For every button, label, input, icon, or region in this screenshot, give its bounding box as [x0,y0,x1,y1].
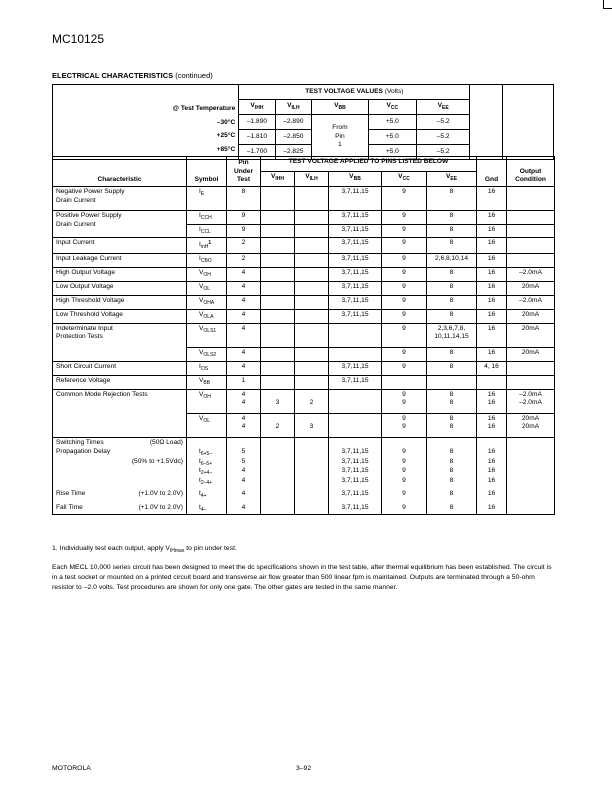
vcc-pins: 9 [382,281,427,295]
vee-pins: 8 [427,187,477,211]
output-condition: –2.0mA [507,295,555,309]
vihh-pins [261,309,295,323]
vbb-pins: 3,7,11,15 [329,267,382,281]
output-condition [507,211,555,225]
characteristic: Input Leakage Current [53,253,187,267]
characteristic: Low Output Voltage [53,281,187,295]
vcc-pins: 9 [382,253,427,267]
test-description-paragraph: Each MECL 10,000 series circuit has been designed to meet the dc specifications shown in the test table, after thermal equilibrium has been established. The circuit is in a test socket or mounted on a printed circuit board and transverse air flow greater than 500 linear fpm is maintained. Outputs are terminated through a 50-ohm resistor to –2.0 volts. Test procedures are shown for only one gate. The other gates are tested in the same manner. [52,564,552,591]
title-note: (Volts) [384,87,404,95]
table-row [53,389,555,413]
symbol: $I_{inH}^1$ [187,238,227,254]
symbol: $V_{OH}$ [187,389,227,413]
output-condition [507,253,555,267]
vee-pins: 8 [427,309,477,323]
pin-under-test: 2 [227,253,261,267]
vee-pins: 8 [427,238,477,254]
table-row [53,281,555,295]
vilh-pins [295,224,329,238]
vilh-pins [295,295,329,309]
vilh-pins: 2 [295,389,329,413]
vcc-pins: 9 [382,323,427,347]
symbol: $V_{BB}$ [187,375,227,389]
switching-times-row [53,437,555,515]
col-gnd: Gnd [477,157,507,187]
output-condition: 20mA 20mA [507,413,555,437]
vihh-value: –1.700 [239,145,275,160]
vee-pins: 8 [427,224,477,238]
pin-under-test: 4 4 [227,389,261,413]
vcc-pins: 9 [382,295,427,309]
footnote-sub: IHmax [169,548,185,554]
output-condition: –2.0mA –2.0mA [507,389,555,413]
table-row [53,238,555,254]
vee-pins: 8 [427,361,477,375]
section-title [52,71,213,80]
vbb-pins: 3,7,11,15 [329,253,382,267]
vee-value: –5.2 [416,115,470,130]
title-text: TEST VOLTAGE VALUES [305,87,383,95]
vee-value: –5.2 [416,145,470,160]
voltage-column-header: $V_{IHH}$ [239,100,275,115]
test-temperature-label: @ Test Temperature [172,105,236,112]
vbb-pins [329,413,382,437]
vbb-pins: 3,7,11,15 [329,224,382,238]
pin-under-test: 4 [227,323,261,347]
voltage-column-header: $V_{EE}$ [416,100,470,115]
gnd-pins: 16 [477,347,507,361]
vee-pins [427,375,477,389]
vbb-pins [329,323,382,347]
section-note: (continued) [175,71,213,80]
test-voltage-values-table [52,84,554,160]
pin-under-test: 4 [227,267,261,281]
vihh-pins [261,224,295,238]
voltage-column-header: $V_{ILH}$ [275,100,311,115]
vihh-pins [261,361,295,375]
vilh-pins [295,281,329,295]
output-condition [507,375,555,389]
vcc-value: +5.0 [368,115,416,130]
symbol: $V_{OH}$ [187,267,227,281]
vilh-value: –2.850 [275,130,311,145]
pin-under-test: 9 [227,224,261,238]
vbb-pins: 3,7,11,15 [329,295,382,309]
vilh-pins [295,267,329,281]
pin-under-test: 5 5 4 4 4 4 [227,437,261,515]
characteristic: Short Circuit Current [53,361,187,375]
col-applied-voltages: TEST VOLTAGE APPLIED TO PINS LISTED BELOW [261,157,477,172]
page-number: 3–92 [296,765,312,772]
vihh-pins [261,187,295,211]
footnote [52,545,237,554]
table-row [53,309,555,323]
symbol: $I_{CBO}$ [187,253,227,267]
characteristic: Low Threshold Voltage [53,309,187,323]
vee-pins: 8 [427,267,477,281]
vcc-pins: 9 [382,211,427,225]
test-conditions-table [52,156,555,515]
vcc-pins: 9 [382,361,427,375]
pin-under-test: 4 [227,281,261,295]
symbol: $I_E$ [187,187,227,211]
vcc-pins [382,375,427,389]
gnd-pins: 16 [477,253,507,267]
symbol: $V_{OL}$ [187,413,227,437]
pin-under-test: 2 [227,238,261,254]
vihh-pins [261,281,295,295]
vilh-pins [295,253,329,267]
footnote-after: to pin under test. [184,545,237,552]
gnd-pins [477,375,507,389]
vee-value: –5.2 [416,130,470,145]
gnd-pins: 16 [477,295,507,309]
vee-pins: 2,6,8,10,14 [427,253,477,267]
table-row [53,323,555,347]
vbb-note: From Pin 1 [312,115,369,160]
pin-under-test: 4 [227,347,261,361]
symbol: $t_{6+5-}$ $t_{6-5+}$ $t_{2+4-}$ $t_{2-4+}$ $t_{4+}$ $t_{4-}$ [187,437,227,515]
characteristic: Indeterminate Input Protection Tests [53,323,187,361]
table-row [53,267,555,281]
symbol: $V_{OLA}$ [187,309,227,323]
vcc-pins: 9 [382,238,427,254]
characteristic: Common Mode Rejection Tests [53,389,187,437]
vihh-pins [261,347,295,361]
vihh-pins [261,238,295,254]
output-condition [507,187,555,211]
voltage-column-header: $V_{ILH}$ [295,172,329,187]
vihh-pins [261,323,295,347]
table-row [53,375,555,389]
vee-pins: 8 [427,211,477,225]
vee-pins: 8 [427,347,477,361]
part-number: MC10125 [52,32,105,46]
vihh-pins [261,267,295,281]
pin-under-test: 9 [227,211,261,225]
table-row [53,295,555,309]
vbb-pins [329,389,382,413]
vbb-pins: 3,7,11,15 [329,238,382,254]
vbb-pins: 3,7,11,15 [329,281,382,295]
vcc-pins: 9 [382,267,427,281]
gnd-pins: 16 [477,238,507,254]
symbol: $I_{CCL}$ [187,224,227,238]
vcc-pins: 9 [382,224,427,238]
vilh-pins: 3 [295,413,329,437]
table-row [53,187,555,211]
voltage-column-header: $V_{IHH}$ [261,172,295,187]
vilh-pins [295,211,329,225]
characteristic: Switching Times (50Ω Load) Propagation Delay (50% to +1.5Vdc) Rise Time (+1.0V to 2.0V) Fall Time (+1.0V to 2.0V) [53,437,187,515]
col-symbol: Symbol [187,157,227,187]
characteristic: High Threshold Voltage [53,295,187,309]
page-corner-mark [603,0,612,9]
output-condition [507,224,555,238]
vee-pins: 8 [427,295,477,309]
vihh-pins [261,211,295,225]
vcc-value: +5.0 [368,145,416,160]
vbb-pins: 3,7,11,15 [329,211,382,225]
col-pin-under-test: Pin Under Test [227,157,261,187]
vbb-pins: 3,7,11,15 [329,309,382,323]
vcc-pins: 9 [382,347,427,361]
gnd-pins: 16 [477,281,507,295]
vilh-pins [295,361,329,375]
output-condition: 20mA [507,281,555,295]
gnd-pins: 16 [477,267,507,281]
symbol: $V_{OHA}$ [187,295,227,309]
gnd-pins: 16 [477,211,507,225]
symbol: $V_{OL}$ [187,281,227,295]
characteristic: Input Current [53,238,187,254]
vcc-pins: 9 9 [382,413,427,437]
output-condition [507,437,555,515]
vilh-pins [295,347,329,361]
vee-pins: 8 [427,281,477,295]
footnote-text: 1. Individually test each output, apply V [52,545,170,552]
symbol: $V_{OLS2}$ [187,347,227,361]
table-row [53,253,555,267]
vee-pins: 8 8 [427,389,477,413]
characteristic: Positive Power Supply Drain Current [53,211,187,238]
vee-pins: 2,3,6,7,8, 10,11,14,15 [427,323,477,347]
pin-under-test: 4 [227,309,261,323]
vee-pins: 8 8 [427,413,477,437]
output-condition [507,361,555,375]
voltage-column-header: $V_{EE}$ [427,172,477,187]
gnd-pins: 16 16 16 16 16 16 [477,437,507,515]
pin-under-test: 4 4 [227,413,261,437]
vilh-value: –2.890 [275,115,311,130]
symbol: $V_{OLS1}$ [187,323,227,347]
voltage-column-header: $V_{CC}$ [368,100,416,115]
vilh-pins [295,309,329,323]
vbb-pins: 3,7,11,15 [329,361,382,375]
temperature-labels [53,85,239,160]
vihh-pins: 2 [261,413,295,437]
test-voltage-values-title [239,85,470,100]
output-condition: 20mA [507,323,555,347]
gnd-pins: 16 [477,309,507,323]
pin-under-test: 4 [227,295,261,309]
characteristic: High Output Voltage [53,267,187,281]
vihh-pins [261,253,295,267]
vihh-pins: 3 [261,389,295,413]
vcc-pins: 9 9 [382,389,427,413]
col-output-condition: Output Condition [507,157,555,187]
gnd-blank [470,85,502,160]
temp-label: –30°C [216,118,236,126]
gnd-pins: 4, 16 [477,361,507,375]
output-condition [507,238,555,254]
characteristic: Reference Voltage [53,375,187,389]
table-row [53,211,555,225]
symbol: $I_{CCH}$ [187,211,227,225]
vbb-pins: 3,7,11,15 3,7,11,15 3,7,11,15 3,7,11,15 3,7,11,15 3,7,11,15 [329,437,382,515]
pin-under-test: 1 [227,375,261,389]
vcc-pins: 9 [382,187,427,211]
gnd-pins: 16 [477,323,507,347]
vilh-pins [295,437,329,515]
vbb-pins [329,347,382,361]
footer-brand: MOTOROLA [52,765,91,772]
output-condition: 20mA [507,347,555,361]
vilh-pins [295,187,329,211]
pin-under-test: 8 [227,187,261,211]
vihh-value: –1.890 [239,115,275,130]
output-condition: 20mA [507,309,555,323]
vilh-pins [295,238,329,254]
gnd-pins: 16 16 [477,389,507,413]
vcc-value: +5.0 [368,130,416,145]
table-row [53,361,555,375]
vcc-pins: 9 [382,309,427,323]
voltage-column-header: $V_{BB}$ [312,100,369,115]
temp-label: +85°C [216,145,236,153]
vihh-pins [261,295,295,309]
output-condition: –2.0mA [507,267,555,281]
voltage-column-header: $V_{CC}$ [382,172,427,187]
section-title-text: ELECTRICAL CHARACTERISTICS [52,71,174,80]
vihh-pins [261,437,295,515]
vee-pins: 8 8 8 8 8 8 [427,437,477,515]
pin-under-test: 4 [227,361,261,375]
gnd-pins: 16 [477,224,507,238]
characteristic: Negative Power Supply Drain Current [53,187,187,211]
gnd-pins: 16 16 [477,413,507,437]
vcc-pins: 9 9 9 9 9 9 [382,437,427,515]
vihh-pins [261,375,295,389]
col-characteristic: Characteristic [53,157,187,187]
vilh-pins [295,375,329,389]
vilh-value: –2.825 [275,145,311,160]
vilh-pins [295,323,329,347]
vbb-pins: 3,7,11,15 [329,187,382,211]
temp-label: +25°C [216,132,236,139]
output-blank [502,85,553,160]
voltage-column-header: $V_{BB}$ [329,172,382,187]
vbb-pins: 3,7,11,15 [329,375,382,389]
gnd-pins: 16 [477,187,507,211]
vihh-value: –1.810 [239,130,275,145]
symbol: $I_{OS}$ [187,361,227,375]
